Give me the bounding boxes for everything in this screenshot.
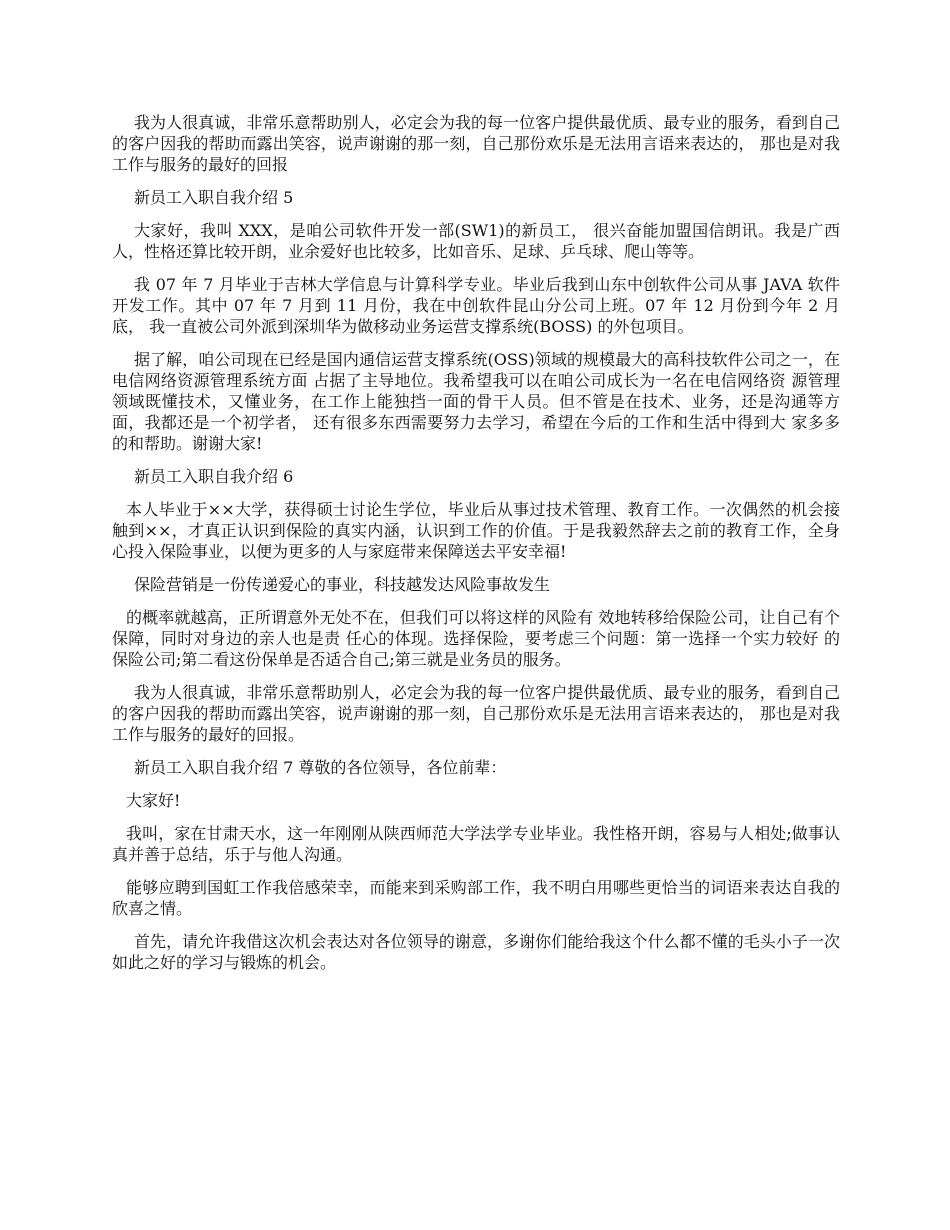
section-heading-7: 新员工入职自我介绍 7 尊敬的各位领导，各位前辈： bbox=[134, 758, 507, 777]
paragraph-insurance-intro: 保险营销是一份传递爱心的事业，科技越发达风险事故发生 bbox=[134, 575, 551, 594]
paragraph-thanks: 首先，请允许我借这次机会表达对各位领导的谢意，多谢你们能给我这个什么都不懂的毛头小子一次如此之好的学习与锻炼的机会。 bbox=[112, 932, 840, 972]
paragraph-insurance-risk: 的概率就越高，正所谓意外无处不在，但我们可以将这样的风险有 效地转移给保险公司，让自己有个保障，同时对身边的亲人也是责 任心的体现。选择保险，要考虑三个问题：第一选择一个实力较好 的保险公司;第二看这份保单是否适合自己;第三就是业务员的服务。 bbox=[112, 608, 840, 669]
paragraph-greeting: 大家好，我叫 XXX，是咱公司软件开发一部(SW1)的新员工， 很兴奋能加盟国信朗讯。我是广西人，性格还算比较开朗，业余爱好也比较多，比如音乐、足球、乒乓球、爬山等等。 bbox=[112, 221, 840, 261]
paragraph-company-goals: 据了解，咱公司现在已经是国内通信运营支撑系统(OSS)领域的规模最大的高科技软件公司之一，在电信网络资源管理系统方面 占据了主导地位。我希望我可以在咱公司成长为一名在电信网络资 源管理领域既懂技术，又懂业务，在工作上能独挡一面的骨干人员。但不管是在技术、业务，还是沟通等方面，我都还是一个初学者， 还有很多东西需要努力去学习，希望在今后的工作和生活中得到大 家多多的和帮助。谢谢大家! bbox=[112, 350, 840, 453]
paragraph-education-work: 我 07 年 7 月毕业于吉林大学信息与计算科学专业。毕业后我到山东中创软件公司从事 JAVA 软件开发工作。其中 07 年 7 月到 11 月份，我在中创软件昆山分公司上班。07 年 12 月份到今年 2 月底， 我一直被公司外派到深圳华为做移动业务运营支撑系统(BOSS) 的外包项目。 bbox=[112, 275, 840, 336]
paragraph-self-intro: 我叫，家在甘肃天水，这一年刚刚从陕西师范大学法学专业毕业。我性格开朗，容易与人相处;做事认真并善于总结，乐于与他人沟通。 bbox=[112, 824, 840, 864]
paragraph-service-attitude: 我为人很真诚，非常乐意帮助别人，必定会为我的每一位客户提供最优质、最专业的服务，看到自己的客户因我的帮助而露出笑容，说声谢谢的那一刻，自己那份欢乐是无法用言语来表达的， 那也是对我工作与服务的最好的回报 bbox=[112, 113, 840, 174]
paragraph-honored: 能够应聘到国虹工作我倍感荣幸，而能来到采购部工作，我不明白用哪些更恰当的词语来表达自我的欣喜之情。 bbox=[112, 878, 840, 918]
section-heading-5: 新员工入职自我介绍 5 bbox=[134, 188, 294, 207]
paragraph-hello: 大家好! bbox=[126, 791, 181, 810]
paragraph-background: 本人毕业于××大学，获得硕士讨论生学位，毕业后从事过技术管理、教育工作。一次偶然的机会接触到××，才真正认识到保险的真实内涵，认识到工作的价值。于是我毅然辞去之前的教育工作，全身心投入保险事业，以便为更多的人与家庭带来保障送去平安幸福! bbox=[112, 500, 840, 561]
paragraph-service-attitude-repeat: 我为人很真诚，非常乐意帮助别人，必定会为我的每一位客户提供最优质、最专业的服务，看到自己的客户因我的帮助而露出笑容，说声谢谢的那一刻，自己那份欢乐是无法用言语来表达的， 那也是对我工作与服务的最好的回报。 bbox=[112, 683, 840, 744]
document-page bbox=[112, 112, 840, 985]
section-heading-6: 新员工入职自我介绍 6 bbox=[134, 467, 294, 486]
